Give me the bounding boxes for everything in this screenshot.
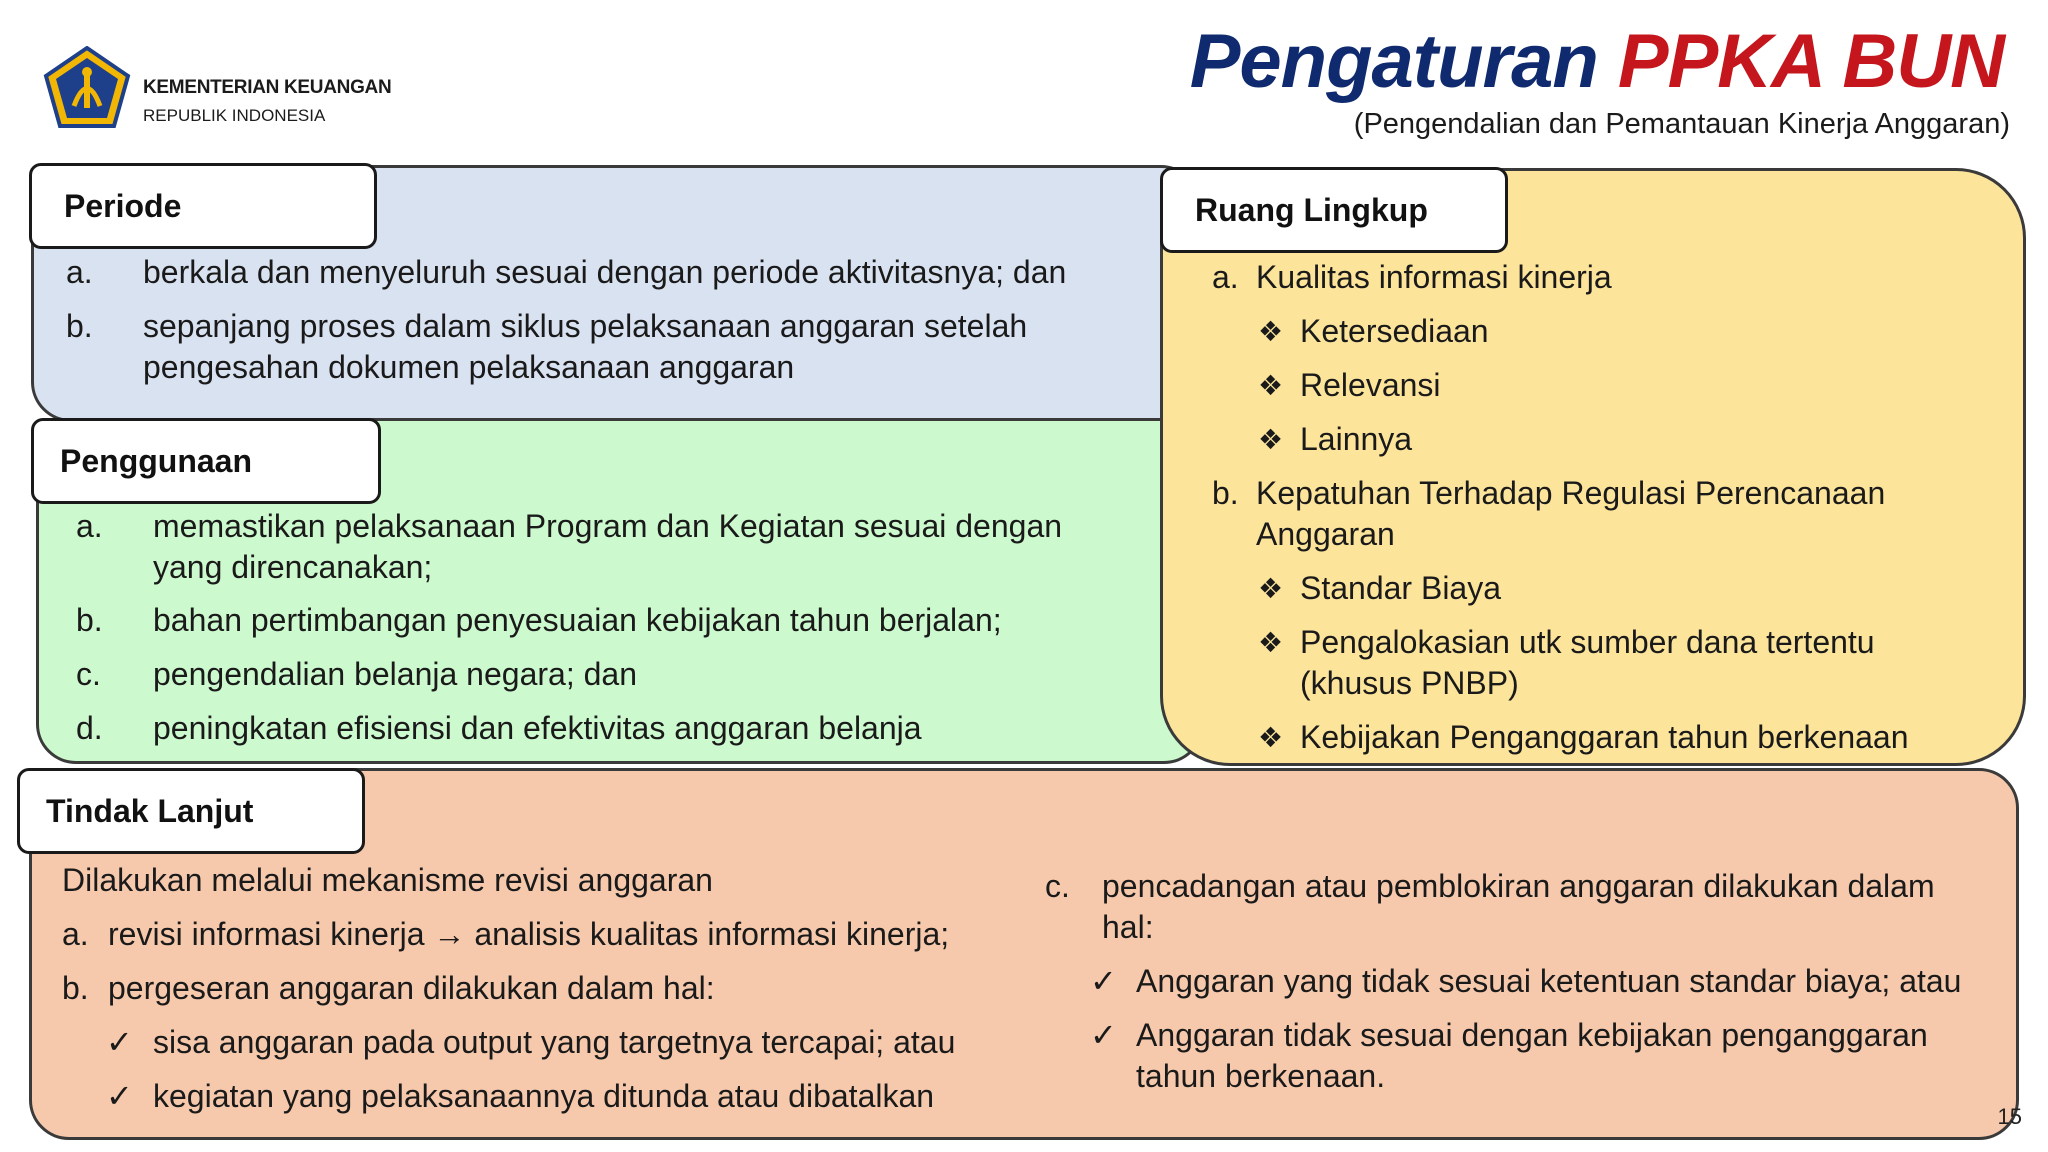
tindak-item-b-marker: b. xyxy=(62,970,89,1006)
tindak-sub-c-1: Anggaran yang tidak sesuai ketentuan standar biaya; atau xyxy=(1136,963,1962,999)
penggunaan-item-b-marker: b. xyxy=(76,602,103,638)
ruang-sub-a-1: Ketersediaan xyxy=(1300,313,1489,349)
check-icon: ✓ xyxy=(106,1024,133,1060)
penggunaan-item-a-line1: memastikan pelaksanaan Program dan Kegiatan sesuai dengan xyxy=(153,508,1063,544)
diamond-bullet-icon: ❖ xyxy=(1258,722,1284,753)
diamond-bullet-icon: ❖ xyxy=(1258,424,1284,455)
page-subtitle: (Pengendalian dan Pemantauan Kinerja Anggaran) xyxy=(1353,108,2010,140)
title-part-1: Pengaturan xyxy=(1189,19,1598,104)
ruang-sub-b-2-line2: (khusus PNBP) xyxy=(1300,665,1519,701)
tindak-item-a-marker: a. xyxy=(62,916,89,952)
ruang-item-b-marker: b. xyxy=(1212,475,1239,511)
tindak-lanjut-label: Tindak Lanjut xyxy=(17,768,365,854)
tindak-intro: Dilakukan melalui mekanisme revisi anggaran xyxy=(62,862,713,898)
ruang-item-a-marker: a. xyxy=(1212,259,1239,295)
penggunaan-item-d: peningkatan efisiensi dan efektivitas anggaran belanja xyxy=(153,710,922,746)
ruang-item-b-line2: Anggaran xyxy=(1256,516,1395,552)
tindak-sub-b-1: sisa anggaran pada output yang targetnya tercapai; atau xyxy=(153,1024,956,1060)
ruang-sub-a-3: Lainnya xyxy=(1300,421,1413,457)
kemenkeu-logo xyxy=(42,46,132,130)
org-subtitle: REPUBLIK INDONESIA xyxy=(143,106,326,125)
tindak-item-b: pergeseran anggaran dilakukan dalam hal: xyxy=(108,970,715,1006)
ruang-sub-a-2: Relevansi xyxy=(1300,367,1441,403)
penggunaan-label: Penggunaan xyxy=(31,418,381,504)
check-icon: ✓ xyxy=(1090,1017,1117,1053)
penggunaan-item-a-marker: a. xyxy=(76,508,103,544)
org-name: KEMENTERIAN KEUANGAN xyxy=(143,77,392,98)
ruang-sub-b-1: Standar Biaya xyxy=(1300,570,1502,606)
tindak-item-c-line1: pencadangan atau pemblokiran anggaran dilakukan dalam xyxy=(1102,868,1935,904)
check-icon: ✓ xyxy=(106,1078,133,1114)
check-icon: ✓ xyxy=(1090,963,1117,999)
diamond-bullet-icon: ❖ xyxy=(1258,370,1284,401)
periode-label: Periode xyxy=(29,163,377,249)
penggunaan-item-c: pengendalian belanja negara; dan xyxy=(153,656,637,692)
penggunaan-item-a-line2: yang direncanakan; xyxy=(153,549,433,585)
periode-item-b-line1: sepanjang proses dalam siklus pelaksanaan anggaran setelah xyxy=(143,308,1028,344)
page-number: 15 xyxy=(1997,1104,2022,1129)
ruang-item-a: Kualitas informasi kinerja xyxy=(1256,259,1612,295)
tindak-sub-b-2: kegiatan yang pelaksanaannya ditunda atau dibatalkan xyxy=(153,1078,935,1114)
diamond-bullet-icon: ❖ xyxy=(1258,627,1284,658)
title-part-2: PPKA BUN xyxy=(1617,19,2004,104)
ruang-item-b-line1: Kepatuhan Terhadap Regulasi Perencanaan xyxy=(1256,475,1886,511)
ruang-sub-b-2-line1: Pengalokasian utk sumber dana tertentu xyxy=(1300,624,1875,660)
periode-item-b-marker: b. xyxy=(66,308,93,344)
tindak-sub-c-2-line2: tahun berkenaan. xyxy=(1136,1058,1386,1094)
tindak-item-a: revisi informasi kinerja → analisis kualitas informasi kinerja; xyxy=(108,916,950,952)
diamond-bullet-icon: ❖ xyxy=(1258,316,1284,347)
periode-item-a-marker: a. xyxy=(66,254,93,290)
periode-item-a: berkala dan menyeluruh sesuai dengan periode aktivitasnya; dan xyxy=(143,254,1067,290)
tindak-item-c-marker: c. xyxy=(1045,868,1070,904)
ruang-lingkup-label: Ruang Lingkup xyxy=(1160,167,1508,253)
tindak-item-c-line2: hal: xyxy=(1102,909,1154,945)
periode-item-b-line2: pengesahan dokumen pelaksanaan anggaran xyxy=(143,349,795,385)
diamond-bullet-icon: ❖ xyxy=(1258,573,1284,604)
ruang-sub-b-3: Kebijakan Penganggaran tahun berkenaan xyxy=(1300,719,1909,755)
penggunaan-item-b: bahan pertimbangan penyesuaian kebijakan tahun berjalan; xyxy=(153,602,1002,638)
tindak-sub-c-2-line1: Anggaran tidak sesuai dengan kebijakan penganggaran xyxy=(1136,1017,1928,1053)
penggunaan-item-d-marker: d. xyxy=(76,710,103,746)
penggunaan-item-c-marker: c. xyxy=(76,656,101,692)
page-title xyxy=(1190,18,2004,105)
